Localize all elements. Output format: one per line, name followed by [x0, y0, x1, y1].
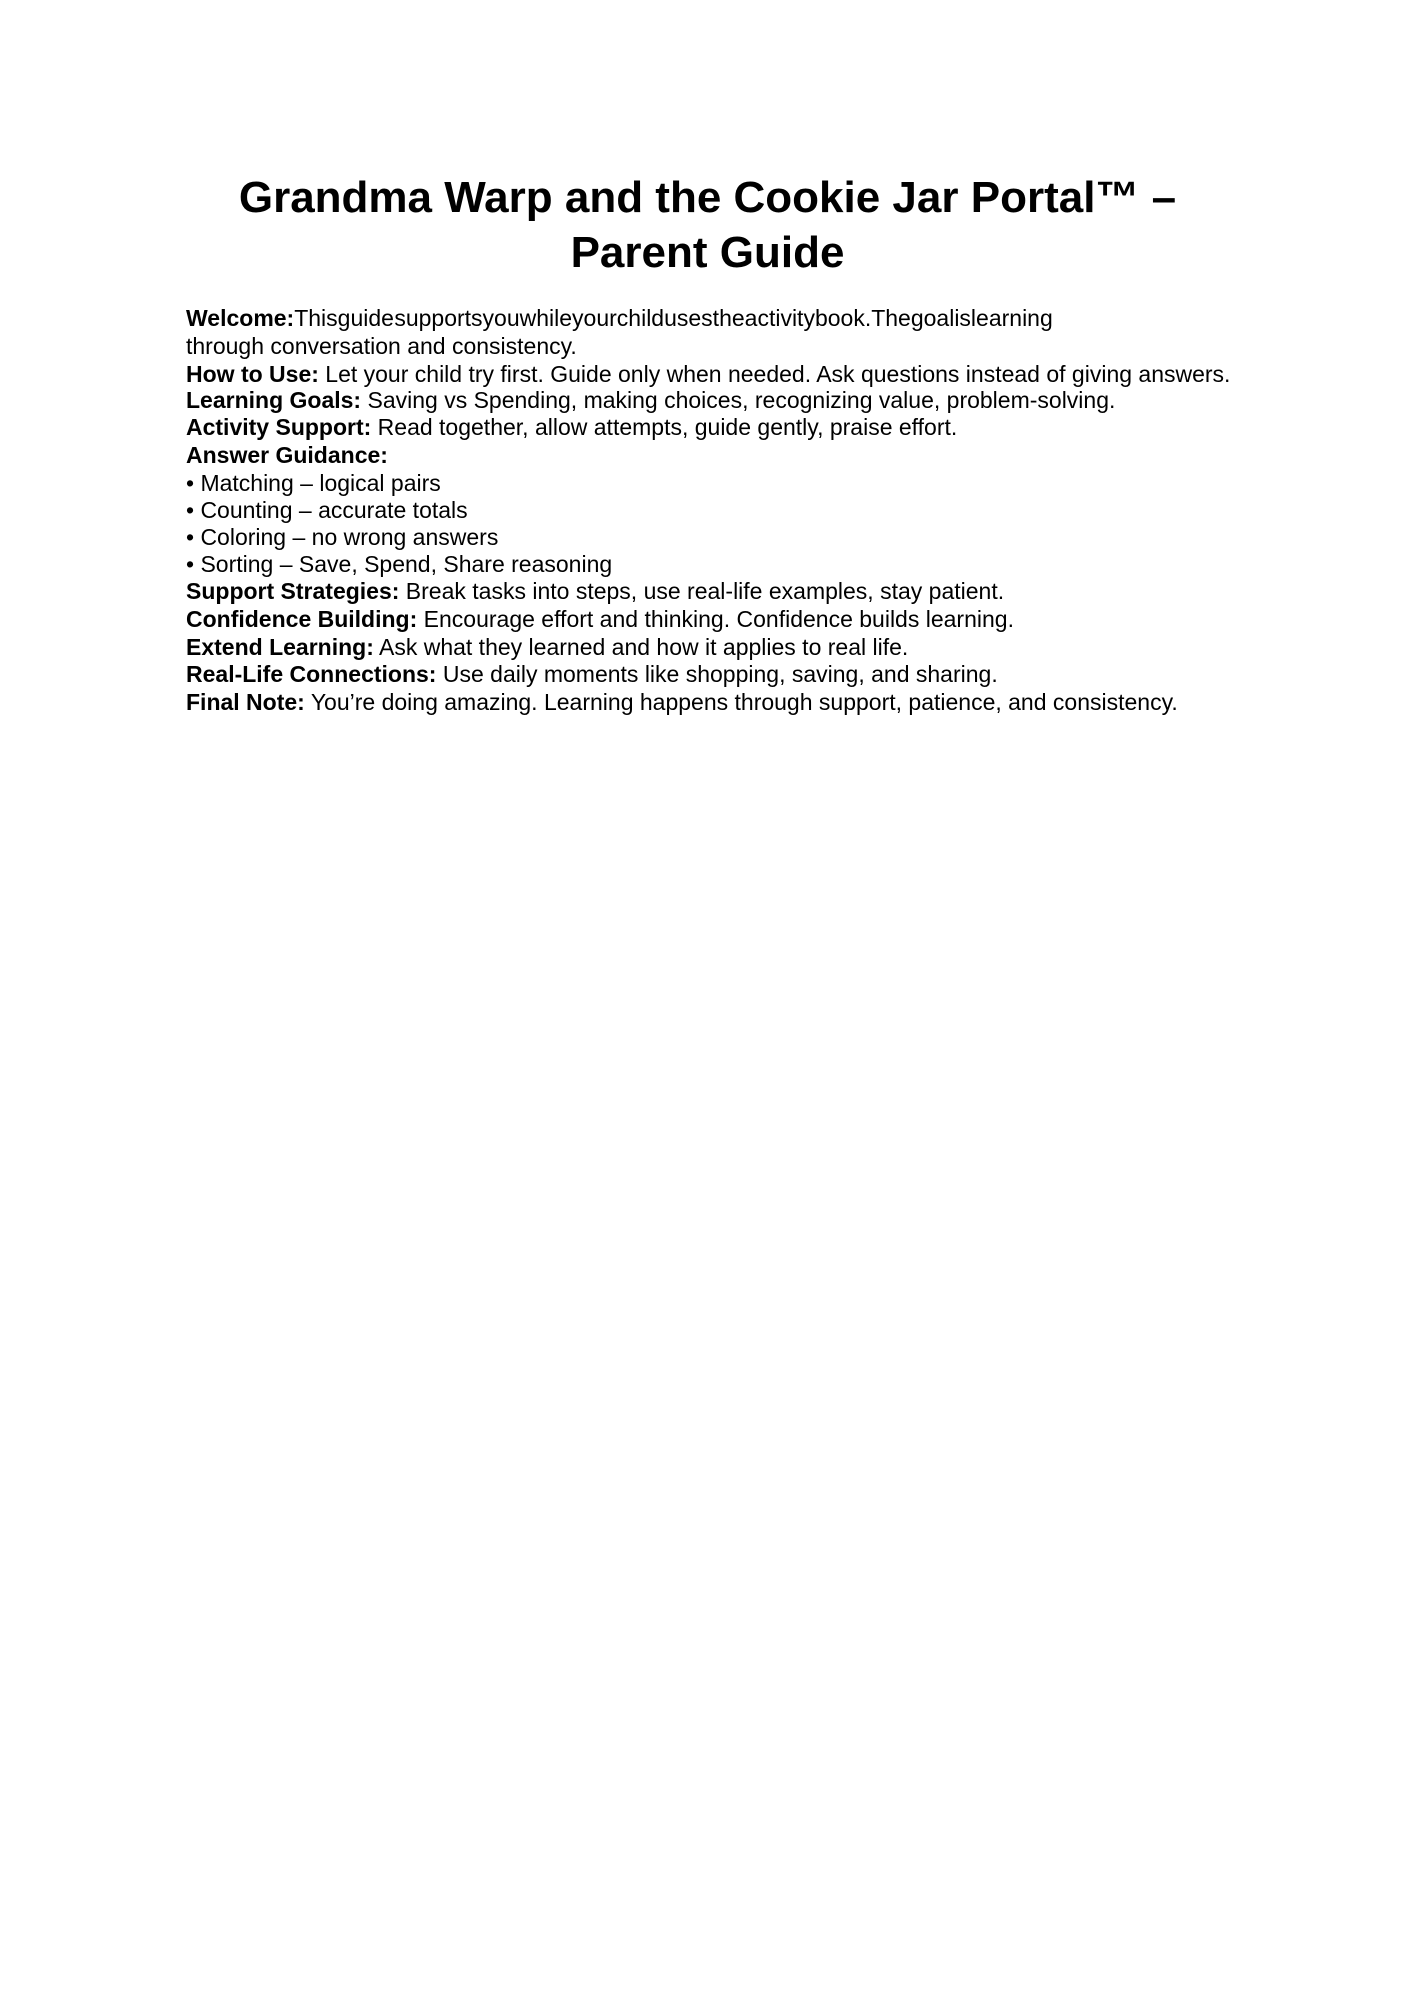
support-strategies-text: Break tasks into steps, use real-life examples, stay patient. [399, 577, 1005, 604]
support-strategies-label: Support Strategies: [186, 577, 400, 604]
confidence-building-paragraph [186, 606, 1336, 634]
learning-goals-label: Learning Goals: [186, 386, 362, 413]
list-item: • Matching – logical pairs [186, 469, 441, 496]
guide-body [186, 305, 1336, 717]
list-item: • Sorting – Save, Spend, Share reasoning [186, 550, 613, 577]
activity-support-paragraph [186, 414, 1336, 442]
confidence-building-text: Encourage effort and thinking. Confidence builds learning. [417, 605, 1014, 632]
answer-guidance-list [186, 470, 1336, 578]
extend-learning-label: Extend Learning: [186, 633, 374, 660]
list-item: • Counting – accurate totals [186, 496, 468, 523]
activity-support-label: Activity Support: [186, 414, 372, 441]
welcome-paragraph [186, 305, 1336, 361]
learning-goals-text: Saving vs Spending, making choices, recognizing value, problem-solving. [361, 386, 1116, 413]
welcome-line-1 [186, 305, 1336, 333]
extend-learning-text: Ask what they learned and how it applies to real life. [373, 633, 909, 660]
answer-guidance-label: Answer Guidance: [186, 442, 388, 469]
how-to-use-text: Let your child try first. Guide only when needed. Ask questions instead of giving answers. [318, 360, 1231, 387]
learning-goals-paragraph [186, 387, 1336, 415]
final-note-paragraph [186, 689, 1336, 717]
welcome-text-line-2: through conversation and consistency. [186, 332, 577, 359]
welcome-label: Welcome: [186, 305, 295, 331]
support-strategies-paragraph [186, 578, 1336, 606]
title-line-2: Parent Guide [570, 228, 845, 277]
activity-support-text: Read together, allow attempts, guide gently, praise effort. [371, 414, 958, 441]
welcome-text-line-1: Thisguide supportsyouwhileyourchildusestheactivitybook.Thegoalislearning [294, 305, 1053, 331]
answer-guidance-heading [186, 442, 1336, 470]
final-note-text: You’re doing amazing. Learning happens through support, patience, and consistency. [304, 689, 1178, 716]
real-life-connections-text: Use daily moments like shopping, saving, and sharing. [436, 661, 998, 688]
real-life-connections-label: Real-Life Connections: [186, 661, 437, 688]
confidence-building-label: Confidence Building: [186, 605, 418, 632]
final-note-label: Final Note: [186, 689, 305, 716]
extend-learning-paragraph [186, 634, 1336, 662]
page-title [185, 170, 1230, 280]
how-to-use-paragraph [186, 361, 1336, 387]
real-life-connections-paragraph [186, 661, 1336, 689]
title-line-1: Grandma Warp and the Cookie Jar Portal™ – [238, 173, 1177, 222]
list-item: • Coloring – no wrong answers [186, 523, 499, 550]
how-to-use-label: How to Use: [186, 360, 319, 387]
